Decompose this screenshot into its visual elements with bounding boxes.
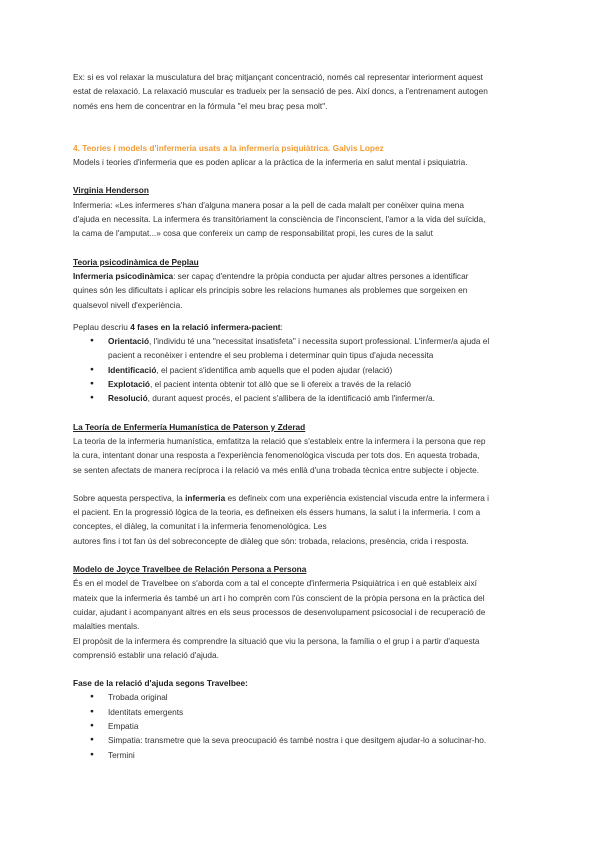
- intro-line-2: estat de relaxació. La relaxació muscular es tradueix per la sensació de pes. Així doncs, a l'entrenament autogen: [73, 86, 488, 97]
- travelbee-title: Modelo de Joyce Travelbee de Relación Persona a Persona: [73, 564, 307, 575]
- paterson-line-2: la cura, intentant donar una resposta a l'experiència fenomenològica viscuda per tots dos. En aquesta trobada,: [73, 450, 480, 461]
- travelbee-phase-list: [73, 690, 535, 761]
- henderson-title: Virginia Henderson: [73, 185, 149, 196]
- peplau-phase-list: [73, 334, 535, 405]
- document-page: [73, 70, 535, 762]
- section-4-heading: 4. Teories i models d'infermeria usats a la infermeria psiquiàtrica. Galvis Lopez: [73, 142, 384, 153]
- peplau-bold-term: Infermeria psicodinàmica: [73, 270, 174, 281]
- peplau-line-3: qualsevol nivell d'experiència.: [73, 299, 183, 310]
- peplau-line-1: [73, 269, 535, 283]
- list-item: ● Simpatia: transmetre que la seva preocupació és també nostra i que desitgem ajudar-lo a solucinar-ho.: [73, 733, 535, 747]
- list-item: ● Resolució, durant aquest procés, el pacient s'allibera de la identificació amb l'infermer/a.: [73, 391, 535, 405]
- list-item: ● Identitats emergents: [73, 705, 535, 719]
- paterson-p2-line-1: Sobre aquesta perspectiva, la infermeria es defineix com una experiència existencial viscuda entre la infermera i: [73, 492, 489, 503]
- travelbee-line-5: El propòsit de la infermera és comprendre la situació que viu la persona, la família o el grup i a partir d'aquesta: [73, 635, 480, 646]
- intro-line-1: Ex: si es vol relaxar la musculatura del braç mitjançant concentració, només cal representar interiorment aquest: [73, 72, 483, 82]
- travelbee-line-6: comprensió establir una relació d'ajuda.: [73, 649, 219, 660]
- paterson-line-1: La teoria de la infermeria humanística, emfatitza la relació que s'estableix entre la infermera i la persona que rep: [73, 435, 486, 446]
- travelbee-phases-title: Fase de la relació d'ajuda segons Travelbee:: [73, 678, 248, 689]
- paterson-p2-line-3: conceptes, el diàleg, la comunitat i la infermeria fenomenològica. Les: [73, 521, 327, 532]
- henderson-line-2: d'ajuda en necessita. La infermera és transitòriament la consciència de l'inconscient, l'amor a la vida del suïcida,: [73, 214, 486, 225]
- intro-line-3: només ens hem de concentrar en la fórmula "el meu braç pesa molt".: [73, 100, 328, 111]
- peplau-phases-intro: Peplau descriu 4 fases en la relació infermera-pacient:: [73, 321, 283, 332]
- paterson-bold-term: infermeria: [185, 492, 226, 503]
- list-item: ● Identificació, el pacient s'identifica amb aquells que el poden ajudar (relació): [73, 363, 535, 377]
- list-item: ● Orientació, l'individu té una "necessitat insatisfeta" i necessita suport professional. L'infermer/a ajuda el pacient a reconèixer i entendre el seu problema i determinar quin tipus d'ajuda necessita: [73, 334, 535, 363]
- list-item: ● Explotació, el pacient intenta obtenir tot allò que se li ofereix a través de la relació: [73, 377, 535, 391]
- travelbee-line-2: mateix que la infermeria és també un art i ho comprèn com l'ús conscient de la pròpia persona en la pràctica del: [73, 592, 485, 603]
- peplau-phases-bold: 4 fases en la relació infermera-pacient: [130, 321, 281, 332]
- paterson-title: La Teoría de Enfermería Humanística de Paterson y Zderad: [73, 421, 306, 432]
- paterson-line-3: se senten afectats de manera recíproca i la relació va més enllà d'una trobada tècnica entre subjecte i objecte.: [73, 464, 480, 475]
- henderson-line-1: Infermeria: «Les infermeres s'han d'alguna manera posar a la pell de cada malalt per conèixer quina mena: [73, 199, 465, 210]
- section-4-subtitle: Models i teories d'infermeria que es poden aplicar a la pràctica de la infermeria en salut mental i psiquiatria.: [73, 157, 468, 168]
- list-item: ● Termini: [73, 748, 535, 762]
- travelbee-line-1: És en el model de Travelbee on s'aborda com a tal el concepte d'infermeria Psiquiàtrica i en què estableix així: [73, 578, 477, 589]
- peplau-line-1-rest: : ser capaç d'entendre la pròpia conducta per ajudar altres persones a identificar: [173, 270, 469, 281]
- peplau-title: Teoria psicodinàmica de Peplau: [73, 256, 199, 267]
- travelbee-line-3: cuidar, ajudant i acompanyant altres en els seus processos de desenvolupament psicosocial i de recuperació de: [73, 606, 486, 617]
- paterson-p2-line-4: autores fins i tot fan ús del sobreconcepte de diàleg que són: trobada, relacions, presència, crida i resposta.: [73, 535, 469, 546]
- paterson-p2-line-2: el pacient. En la progressió lògica de la teoria, es defineixen els éssers humans, la salut i la infermeria. I com a: [73, 507, 481, 518]
- list-item: ● Trobada original: [73, 690, 535, 704]
- henderson-line-3: la cama de l'amputat...» cosa que confereix un camp de responsabilitat propi, les cures de la salut: [73, 228, 433, 239]
- travelbee-line-4: malalties mentals.: [73, 621, 140, 632]
- list-item: ● Empatia: [73, 719, 535, 733]
- peplau-line-2: quines són les dificultats i aplicar els principis sobre les relacions humanes als problemes que sorgeixen en: [73, 285, 468, 296]
